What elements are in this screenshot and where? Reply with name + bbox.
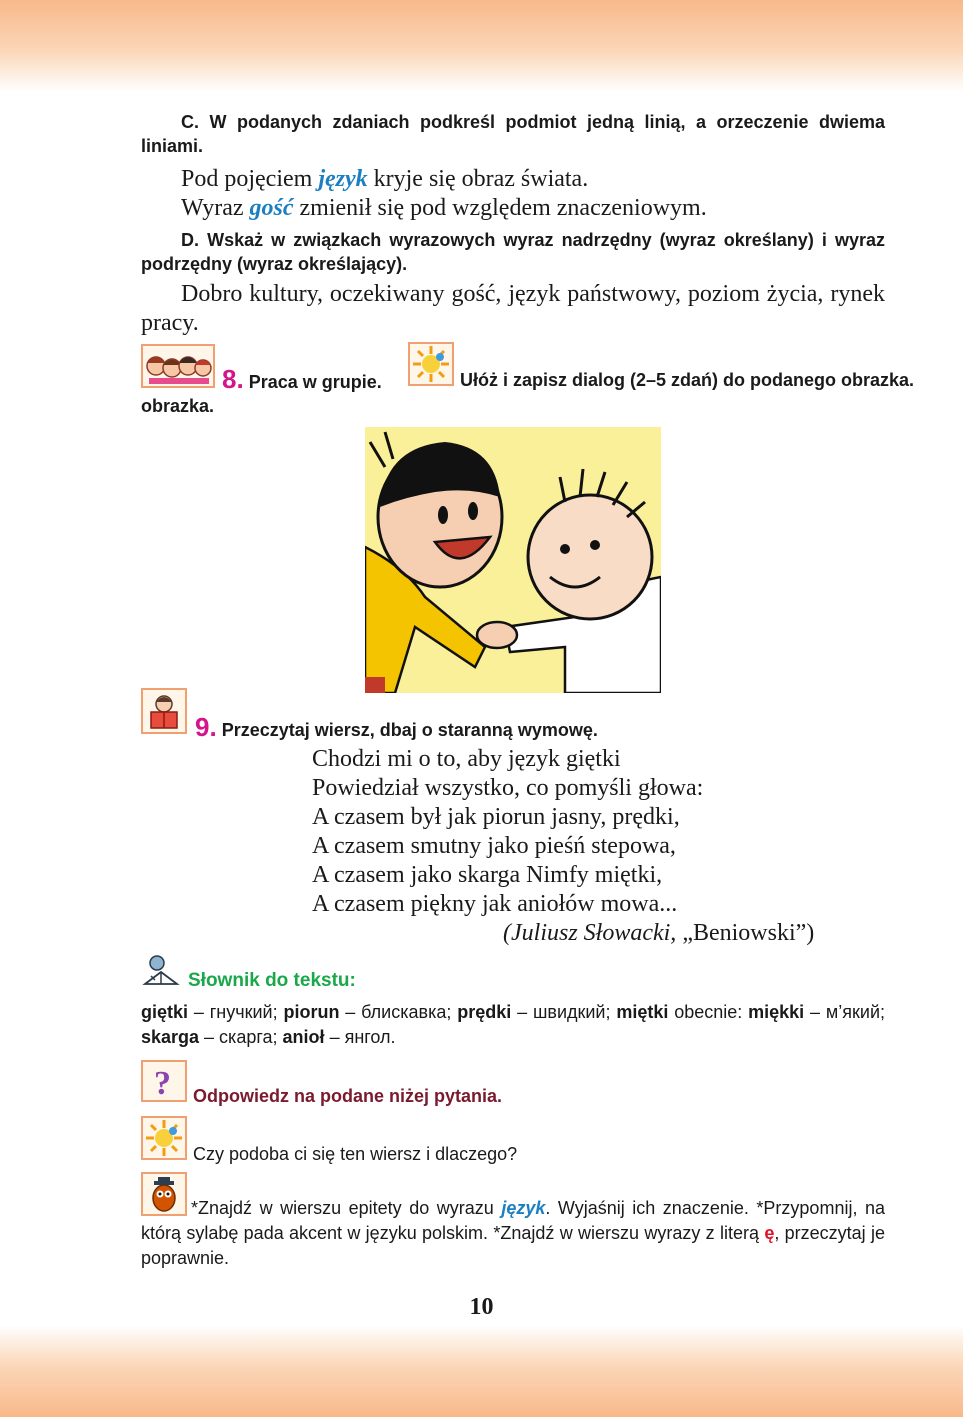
- svg-text:?: ?: [154, 1065, 171, 1100]
- page-number: 10: [469, 1294, 494, 1320]
- footer-band: [0, 1325, 963, 1417]
- dialog-illustration: [365, 427, 661, 693]
- sun-creative-icon: [408, 342, 454, 386]
- task-d-example: Dobro kultury, oczekiwany gość, język państwowy, poziom życia, rynek pracy.: [141, 281, 885, 336]
- sun-opinion-icon: [141, 1116, 187, 1160]
- question-mark-icon: [141, 1060, 187, 1102]
- keyword-gosc: gość: [249, 195, 294, 221]
- reading-boy-icon: [141, 688, 187, 734]
- task-8-number: 8.: [222, 364, 244, 394]
- question-1: Czy podoba ci się ten wiersz i dlaczego?: [193, 1144, 518, 1164]
- task-9-number: 9.: [195, 712, 217, 742]
- task-8-instruction-end: obrazka.: [141, 396, 215, 416]
- poem-line: A czasem piękny jak aniołów mowa...: [312, 891, 678, 917]
- task-8-instruction: Ułóż i zapisz dialog (2–5 zdań) do podanego obrazka.: [460, 370, 915, 390]
- keyword-jezyk: język: [318, 166, 368, 192]
- keyword-jezyk-question: język: [501, 1198, 546, 1218]
- poem-line: A czasem był jak piorun jasny, prędki,: [312, 804, 680, 830]
- task-c-instruction: C. W podanych zdaniach podkreśl podmiot jedną linią, a orzeczenie dwiema liniami.: [141, 112, 885, 156]
- task-8-header: [222, 364, 382, 395]
- poem-line: Chodzi mi o to, aby język giętki: [312, 746, 621, 772]
- poem-line: A czasem smutny jako pieśń stepowa,: [312, 833, 676, 859]
- task-c-sentence-1: Pod pojęciem język kryje się obraz świata.: [181, 166, 589, 192]
- task-c-sentence-2: Wyraz gość zmienił się pod względem znaczeniowym.: [181, 195, 707, 221]
- glossary-entries: giętki – гнучкий; piorun – блискавка; prędki – швидкий; miętki obecnie: miękki – м’який; skarga – скарга; anioł – янгол.: [141, 1002, 886, 1047]
- task-9-header: [195, 712, 598, 743]
- task-d-instruction: D. Wskaż w związkach wyrazowych wyraz nadrzędny (wyraz określany) i wyraz podrzędny (wyraz określający).: [141, 230, 885, 274]
- poem: [312, 745, 703, 919]
- dictionary-reader-icon: [141, 954, 181, 990]
- poem-line: A czasem jako skarga Nimfy miętki,: [312, 862, 663, 888]
- questions-heading: Odpowiedz na podane niżej pytania.: [193, 1086, 503, 1106]
- question-2: *Znajdź w wierszu epitety do wyrazu język. Wyjaśnij ich znaczenie. *Przypomnij, na którą sylabę pada akcent w języku polskim. *Znajdź w wierszu wyrazy z literą ę, przeczytaj je poprawnie.: [141, 1198, 885, 1268]
- task-9-instruction: Przeczytaj wiersz, dbaj o staranną wymowę.: [221, 720, 598, 740]
- task-8-label: Praca w grupie.: [248, 372, 382, 392]
- group-work-icon: [141, 344, 215, 388]
- poem-source: (Juliusz Słowacki, „Beniowski”): [503, 920, 815, 946]
- header-band: [0, 0, 963, 92]
- glossary-title: Słownik do tekstu:: [188, 970, 356, 991]
- letter-e-ogonek: ę: [764, 1223, 775, 1243]
- poem-line: Powiedział wszystko, co pomyśli głowa:: [312, 775, 704, 801]
